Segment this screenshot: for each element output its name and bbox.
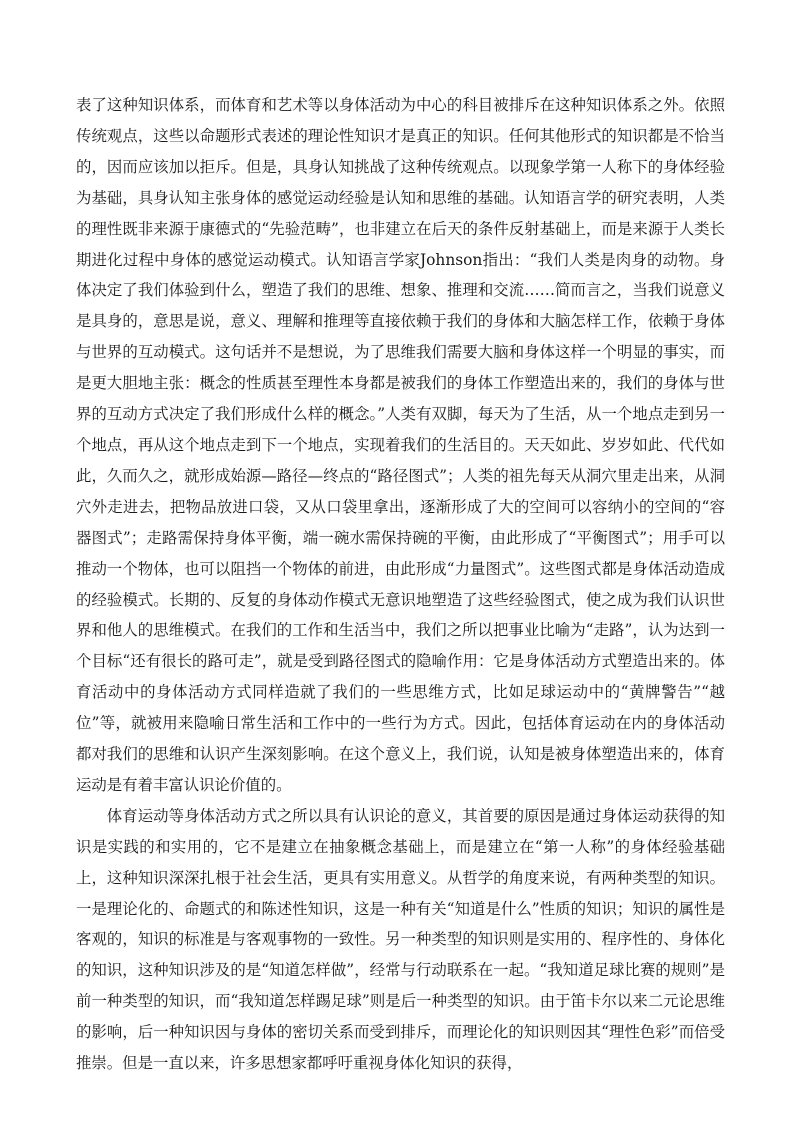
body-text bbox=[76, 90, 725, 1079]
paragraph: 体育运动等身体活动方式之所以具有认识论的意义，其首要的原因是通过身体运动获得的知识是实践的和实用的，它不是建立在抽象概念基础上，而是建立在“第一人称”的身体经验基础上，这种知识深深扎根于社会生活，更具有实用意义。从哲学的角度来说，有两种类型的知识。一是理论化的、命题式的和陈述性知识，这是一种有关“知道是什么”性质的知识；知识的属性是客观的，知识的标准是与客观事物的一致性。另一种类型的知识则是实用的、程序性的、身体化的知识，这种知识涉及的是“知道怎样做”，经常与行动联系在一起。“我知道足球比赛的规则”是前一种类型的知识，而“我知道怎样踢足球”则是后一种类型的知识。由于笛卡尔以来二元论思维的影响，后一种知识因与身体的密切关系而受到排斥，而理论化的知识则因其“理性色彩”而倍受推崇。但是一直以来，许多思想家都呼吁重视身体化知识的获得， bbox=[76, 806, 725, 1073]
paragraph: 表了这种知识体系，而体育和艺术等以身体活动为中心的科目被排斥在这种知识体系之外。依照传统观点，这些以命题形式表述的理论性知识才是真正的知识。任何其他形式的知识都是不恰当的，因而应该加以拒斥。但是，具身认知挑战了这种传统观点。以现象学第一人称下的身体经验为基础，具身认知主张身体的感觉运动经验是认知和思维的基础。认知语言学的研究表明，人类的理性既非来源于康德式的“先验范畴”，也非建立在后天的条件反射基础上，而是来源于人类长期进化过程中身体的感觉运动模式。认知语言学家Johnson指出：“我们人类是肉身的动物。身体决定了我们体验到什么，塑造了我们的思维、想象、推理和交流……简而言之，当我们说意义是具身的，意思是说，意义、理解和推理等直接依赖于我们的身体和大脑怎样工作，依赖于身体与世界的互动模式。这句话并不是想说，为了思维我们需要大脑和身体这样一个明显的事实，而是更大胆地主张：概念的性质甚至理性本身都是被我们的身体工作塑造出来的，我们的身体与世界的互动方式决定了我们形成什么样的概念。”人类有双脚，每天为了生活，从一个地点走到另一个地点，再从这个地点走到下一个地点，实现着我们的生活目的。天天如此、岁岁如此、代代如此，久而久之，就形成始源—路径—终点的“路径图式”；人类的祖先每天从洞穴里走出来，从洞穴外走进去，把物品放进口袋，又从口袋里拿出，逐渐形成了大的空间可以容纳小的空间的“容器图式”；走路需保持身体平衡，端一碗水需保持碗的平衡，由此形成了“平衡图式”；用手可以推动一个物体，也可以阻挡一个物体的前进，由此形成“力量图式”。这些图式都是身体活动造成的经验模式。长期的、反复的身体动作模式无意识地塑造了这些经验图式，使之成为我们认识世界和他人的思维模式。在我们的工作和生活当中，我们之所以把事业比喻为“走路”，认为达到一个目标“还有很长的路可走”，就是受到路径图式的隐喻作用：它是身体活动方式塑造出来的。体育活动中的身体活动方式同样造就了我们的一些思维方式，比如足球运动中的“黄牌警告”“越位”等，就被用来隐喻日常生活和工作中的一些行为方式。因此，包括体育运动在内的身体活动都对我们的思维和认识产生深刻影响。在这个意义上，我们说，认知是被身体塑造出来的，体育运动是有着丰富认识论价值的。 bbox=[76, 96, 725, 794]
